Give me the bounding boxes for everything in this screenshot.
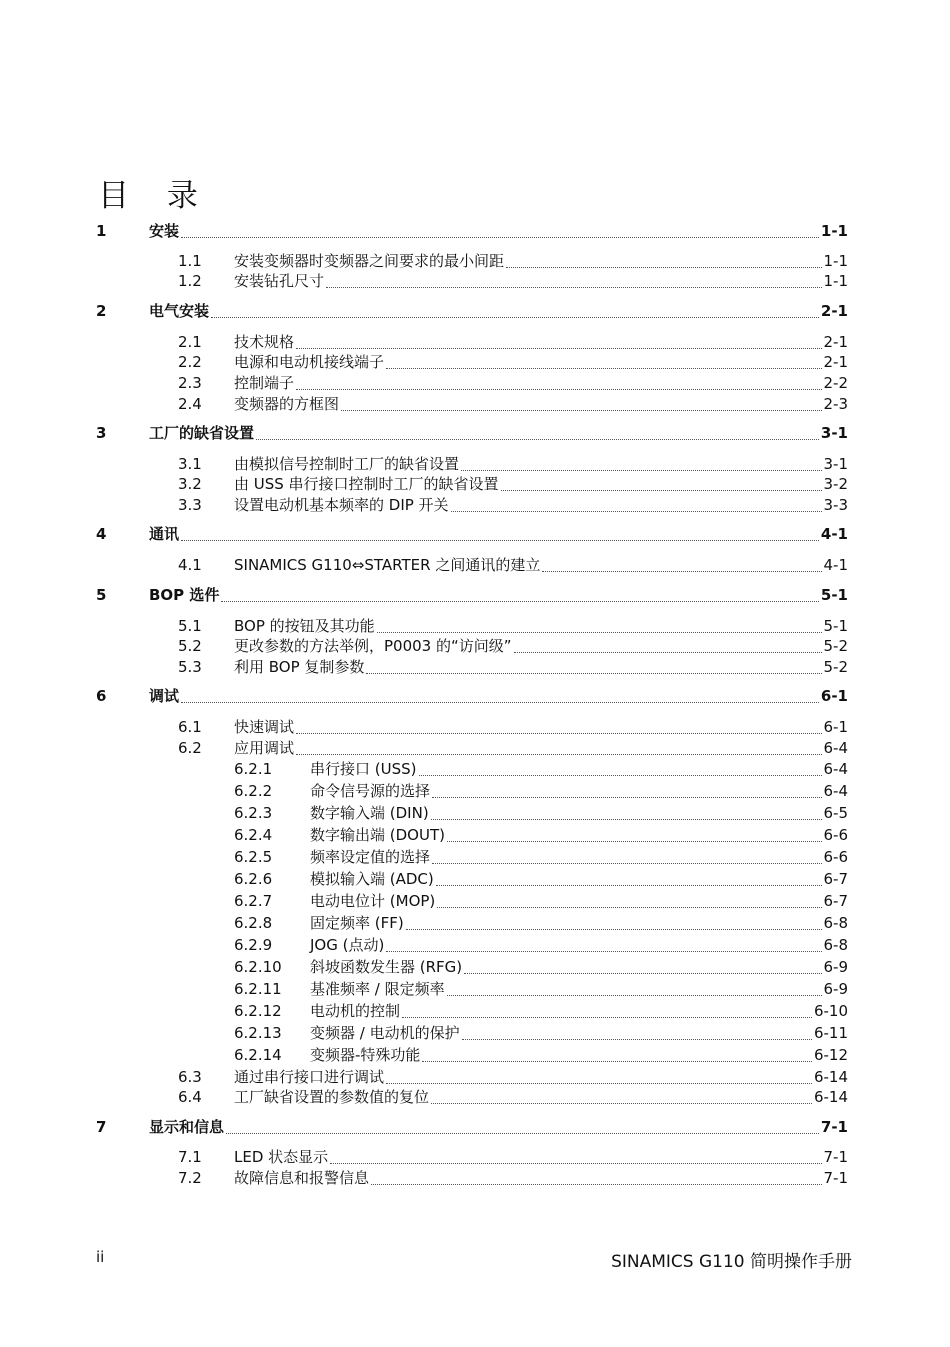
dot-leader <box>447 983 822 996</box>
toc-entry-number: 6.2.4 <box>234 826 273 844</box>
toc-entry-sub[interactable] <box>0 934 950 956</box>
dot-leader <box>211 305 819 318</box>
toc-entry-number: 6.2.10 <box>234 958 282 976</box>
toc-entry-page: 6-1 <box>820 687 848 705</box>
toc-entry-number: 6.2.6 <box>234 870 273 888</box>
toc-entry-chapter[interactable] <box>0 220 950 242</box>
toc-entry-line <box>234 473 848 495</box>
toc-entry-line <box>310 1044 848 1066</box>
dot-leader <box>462 1027 812 1040</box>
dot-leader <box>330 1151 821 1164</box>
dot-leader <box>431 1091 812 1104</box>
toc-entry-sub[interactable] <box>0 1022 950 1044</box>
toc-entry-number: 6.4 <box>178 1088 202 1106</box>
toc-entry-number: 6.2.7 <box>234 892 273 910</box>
toc-entry-line <box>149 300 848 322</box>
toc-entry-page: 5-1 <box>823 617 848 635</box>
toc-entry-line <box>234 615 848 637</box>
toc-entry-page: 3-1 <box>823 455 848 473</box>
toc-entry-line <box>234 393 848 415</box>
toc-entry-page: 2-1 <box>820 302 848 320</box>
toc-entry-title: 安装 <box>149 222 180 240</box>
toc-entry-title: 电源和电动机接线端子 <box>234 353 385 371</box>
toc-entry-sec[interactable] <box>0 331 950 353</box>
toc-entry-number: 6.2 <box>178 739 202 757</box>
toc-entry-line <box>234 1167 848 1189</box>
toc-entry-title: 变频器 / 电动机的保护 <box>310 1024 460 1042</box>
toc-entry-line <box>310 802 848 824</box>
toc-entry-line <box>234 494 848 516</box>
toc-entry-page: 6-9 <box>823 958 848 976</box>
toc-entry-sec[interactable] <box>0 656 950 678</box>
toc-entry-chapter[interactable] <box>0 1116 950 1138</box>
toc-entry-title: 数字输入端 (DIN) <box>310 804 429 822</box>
toc-entry-number: 5 <box>96 586 107 604</box>
toc-entry-sec[interactable] <box>0 270 950 292</box>
toc-entry-number: 6.3 <box>178 1068 202 1086</box>
toc-entry-line <box>234 270 848 292</box>
toc-entry-sec[interactable] <box>0 554 950 576</box>
toc-entry-title: 更改参数的方法举例，P0003 的“访问级” <box>234 637 512 655</box>
toc-entry-number: 6.2.14 <box>234 1046 282 1064</box>
toc-entry-title: 基准频率 / 限定频率 <box>310 980 445 998</box>
toc-entry-page: 2-3 <box>823 395 848 413</box>
dot-leader <box>181 225 819 238</box>
toc-entry-line <box>234 351 848 373</box>
toc-entry-page: 6-14 <box>813 1088 848 1106</box>
toc-entry-title: 串行接口 (USS) <box>310 760 417 778</box>
dot-leader <box>377 620 822 633</box>
toc-entry-page: 6-4 <box>823 782 848 800</box>
toc-entry-title: 由 USS 串行接口控制时工厂的缺省设置 <box>234 475 499 493</box>
dot-leader <box>256 427 819 440</box>
toc-entry-number: 6.2.9 <box>234 936 273 954</box>
toc-entry-title: 调试 <box>149 687 180 705</box>
dot-leader <box>431 807 822 820</box>
toc-entry-page: 6-8 <box>823 936 848 954</box>
toc-entry-page: 6-12 <box>813 1046 848 1064</box>
dot-leader <box>366 661 821 674</box>
dot-leader <box>514 640 822 653</box>
dot-leader <box>432 851 821 864</box>
toc-entry-line <box>149 584 848 606</box>
toc-entry-number: 6 <box>96 687 107 705</box>
toc-entry-title: SINAMICS G110⇔STARTER 之间通讯的建立 <box>234 556 541 574</box>
toc-entry-line <box>149 422 848 444</box>
dot-leader <box>542 559 821 572</box>
toc-entry-sub[interactable] <box>0 824 950 846</box>
dot-leader <box>461 458 821 471</box>
toc-entry-line <box>234 656 848 678</box>
toc-entry-title: 应用调试 <box>234 739 295 757</box>
toc-entry-number: 3.2 <box>178 475 202 493</box>
toc-entry-number: 6.2.5 <box>234 848 273 866</box>
toc-entry-title: LED 状态显示 <box>234 1148 329 1166</box>
toc-entry-page: 2-1 <box>823 333 848 351</box>
toc-entry-title: BOP 的按钮及其功能 <box>234 617 375 635</box>
toc-entry-sec[interactable] <box>0 393 950 415</box>
toc-entry-number: 5.3 <box>178 658 202 676</box>
toc-entry-line <box>234 331 848 353</box>
toc-entry-title: 电动机的控制 <box>310 1002 401 1020</box>
toc-entry-number: 4 <box>96 525 107 543</box>
toc-entry-page: 7-1 <box>820 1118 848 1136</box>
toc-entry-sub[interactable] <box>0 780 950 802</box>
toc-entry-number: 2.4 <box>178 395 202 413</box>
toc-entry-page: 6-6 <box>823 826 848 844</box>
toc-entry-page: 4-1 <box>823 556 848 574</box>
toc-entry-page: 2-2 <box>823 374 848 392</box>
toc-entry-page: 6-11 <box>813 1024 848 1042</box>
toc-entry-page: 6-4 <box>823 760 848 778</box>
toc-entry-line <box>310 824 848 846</box>
dot-leader <box>506 255 821 268</box>
toc-entry-page: 6-5 <box>823 804 848 822</box>
toc-entry-chapter[interactable] <box>0 422 950 444</box>
toc-entry-number: 6.2.12 <box>234 1002 282 1020</box>
toc-entry-page: 6-1 <box>823 718 848 736</box>
toc-entry-page: 1-1 <box>823 252 848 270</box>
toc-entry-sec[interactable] <box>0 1167 950 1189</box>
toc-entry-number: 7.1 <box>178 1148 202 1166</box>
toc-entry-line <box>149 523 848 545</box>
toc-entry-line <box>310 912 848 934</box>
toc-entry-title: 工厂缺省设置的参数值的复位 <box>234 1088 430 1106</box>
toc-entry-page: 5-2 <box>823 637 848 655</box>
toc-entry-number: 1.2 <box>178 272 202 290</box>
toc-entry-number: 2.2 <box>178 353 202 371</box>
toc-entry-title: 模拟输入端 (ADC) <box>310 870 434 888</box>
toc-entry-title: 变频器的方框图 <box>234 395 340 413</box>
toc-entry-title: BOP 选件 <box>149 586 220 604</box>
toc-entry-page: 5-2 <box>823 658 848 676</box>
toc-entry-page: 6-9 <box>823 980 848 998</box>
toc-entry-line <box>310 978 848 1000</box>
toc-entry-page: 2-1 <box>823 353 848 371</box>
toc-entry-page: 6-8 <box>823 914 848 932</box>
toc-entry-number: 5.1 <box>178 617 202 635</box>
toc-entry-page: 3-1 <box>820 424 848 442</box>
toc-entry-line <box>234 1086 848 1108</box>
toc-entry-line <box>310 758 848 780</box>
toc-entry-page: 6-7 <box>823 870 848 888</box>
toc-entry-line <box>310 934 848 956</box>
toc-entry-sub[interactable] <box>0 758 950 780</box>
dot-leader <box>296 377 821 390</box>
toc-entry-title: 工厂的缺省设置 <box>149 424 255 442</box>
toc-entry-page: 6-10 <box>813 1002 848 1020</box>
toc-entry-number: 3.3 <box>178 496 202 514</box>
toc-entry-line <box>234 635 848 657</box>
toc-entry-sub[interactable] <box>0 1000 950 1022</box>
toc-entry-line <box>234 716 848 738</box>
dot-leader <box>326 275 821 288</box>
toc-entry-sec[interactable] <box>0 372 950 394</box>
toc-entry-number: 4.1 <box>178 556 202 574</box>
toc-entry-line <box>234 554 848 576</box>
toc-entry-sub[interactable] <box>0 912 950 934</box>
dot-leader <box>422 1049 812 1062</box>
toc-entry-number: 2.3 <box>178 374 202 392</box>
dot-leader <box>371 1172 821 1185</box>
toc-entry-chapter[interactable] <box>0 685 950 707</box>
toc-entry-sec[interactable] <box>0 1086 950 1108</box>
toc-entry-number: 6.2.8 <box>234 914 273 932</box>
dot-leader <box>386 356 821 369</box>
toc-entry-number: 6.2.2 <box>234 782 273 800</box>
toc-entry-page: 6-4 <box>823 739 848 757</box>
toc-entry-title: 电气安装 <box>149 302 210 320</box>
toc-entry-page: 3-2 <box>823 475 848 493</box>
toc-entry-title: 通讯 <box>149 525 180 543</box>
toc-entry-sec[interactable] <box>0 615 950 637</box>
toc-entry-number: 7 <box>96 1118 107 1136</box>
toc-entry-sub[interactable] <box>0 956 950 978</box>
toc-entry-page: 5-1 <box>820 586 848 604</box>
toc-entry-chapter[interactable] <box>0 584 950 606</box>
dot-leader <box>341 398 821 411</box>
toc-entry-title: 安装变频器时变频器之间要求的最小间距 <box>234 252 505 270</box>
toc-entry-line <box>310 956 848 978</box>
toc-entry-line <box>310 868 848 890</box>
toc-entry-title: 固定频率 (FF) <box>310 914 404 932</box>
footer-page-number: ii <box>96 1248 105 1266</box>
toc-entry-sub[interactable] <box>0 1044 950 1066</box>
toc-entry-number: 6.2.11 <box>234 980 282 998</box>
dot-leader <box>432 785 821 798</box>
toc-entry-line <box>234 1066 848 1088</box>
toc-entry-line <box>310 890 848 912</box>
toc-entry-page: 7-1 <box>823 1169 848 1187</box>
toc-entry-page: 4-1 <box>820 525 848 543</box>
dot-leader <box>296 742 821 755</box>
toc-entry-title: 利用 BOP 复制参数 <box>234 658 365 676</box>
dot-leader <box>451 499 822 512</box>
toc-entry-line <box>310 846 848 868</box>
toc-entry-sub[interactable] <box>0 846 950 868</box>
dot-leader <box>296 721 821 734</box>
toc-entry-sec[interactable] <box>0 737 950 759</box>
toc-entry-page: 7-1 <box>823 1148 848 1166</box>
toc-entry-sub[interactable] <box>0 890 950 912</box>
toc-entry-line <box>149 220 848 242</box>
toc-entry-number: 3.1 <box>178 455 202 473</box>
dot-leader <box>386 1071 812 1084</box>
toc-entry-title: JOG (点动) <box>310 936 385 954</box>
toc-entry-sub[interactable] <box>0 868 950 890</box>
toc-entry-sub[interactable] <box>0 978 950 1000</box>
dot-leader <box>436 873 822 886</box>
toc-entry-number: 6.1 <box>178 718 202 736</box>
toc-entry-sec[interactable] <box>0 716 950 738</box>
toc-entry-page: 6-7 <box>823 892 848 910</box>
toc-entry-title: 技术规格 <box>234 333 295 351</box>
toc-entry-sec[interactable] <box>0 1066 950 1088</box>
toc-entry-title: 斜坡函数发生器 (RFG) <box>310 958 463 976</box>
toc-entry-chapter[interactable] <box>0 523 950 545</box>
toc-entry-page: 6-6 <box>823 848 848 866</box>
toc-entry-chapter[interactable] <box>0 300 950 322</box>
toc-entry-line <box>149 1116 848 1138</box>
toc-entry-number: 6.2.1 <box>234 760 273 778</box>
dot-leader <box>464 961 821 974</box>
toc-entry-title: 频率设定值的选择 <box>310 848 431 866</box>
toc-entry-number: 5.2 <box>178 637 202 655</box>
toc-entry-line <box>234 250 848 272</box>
toc-entry-sub[interactable] <box>0 802 950 824</box>
toc-entry-sec[interactable] <box>0 473 950 495</box>
toc-entry-title: 通过串行接口进行调试 <box>234 1068 385 1086</box>
toc-entry-title: 命令信号源的选择 <box>310 782 431 800</box>
toc-entry-title: 故障信息和报警信息 <box>234 1169 370 1187</box>
toc-entry-number: 1 <box>96 222 107 240</box>
toc-entry-page: 1-1 <box>823 272 848 290</box>
toc-entry-title: 显示和信息 <box>149 1118 225 1136</box>
dot-leader <box>419 763 822 776</box>
toc-entry-sec[interactable] <box>0 1146 950 1168</box>
dot-leader <box>386 939 821 952</box>
toc-entry-sec[interactable] <box>0 453 950 475</box>
toc-entry-line <box>234 1146 848 1168</box>
toc-entry-page: 3-3 <box>823 496 848 514</box>
dot-leader <box>296 336 821 349</box>
footer-document-title: SINAMICS G110 简明操作手册 <box>611 1252 852 1272</box>
toc-entry-line <box>310 1000 848 1022</box>
dot-leader <box>437 895 821 908</box>
dot-leader <box>181 528 819 541</box>
toc-entry-sec[interactable] <box>0 635 950 657</box>
toc-entry-sec[interactable] <box>0 351 950 373</box>
toc-entry-title: 控制端子 <box>234 374 295 392</box>
toc-entry-number: 2 <box>96 302 107 320</box>
toc-entry-title: 安装钻孔尺寸 <box>234 272 325 290</box>
toc-entry-line <box>234 372 848 394</box>
toc-entry-number: 1.1 <box>178 252 202 270</box>
toc-entry-page: 6-14 <box>813 1068 848 1086</box>
toc-entry-number: 6.2.3 <box>234 804 273 822</box>
page-title: 目 录 <box>98 178 212 214</box>
toc-entry-line <box>310 780 848 802</box>
dot-leader <box>221 589 818 602</box>
toc-entry-title: 由模拟信号控制时工厂的缺省设置 <box>234 455 460 473</box>
dot-leader <box>501 478 822 491</box>
toc-entry-number: 3 <box>96 424 107 442</box>
toc-entry-title: 数字输出端 (DOUT) <box>310 826 445 844</box>
toc-entry-line <box>310 1022 848 1044</box>
dot-leader <box>447 829 822 842</box>
toc-entry-number: 7.2 <box>178 1169 202 1187</box>
dot-leader <box>181 690 819 703</box>
dot-leader <box>226 1121 819 1134</box>
toc-entry-line <box>234 453 848 475</box>
toc-entry-title: 变频器-特殊功能 <box>310 1046 421 1064</box>
dot-leader <box>406 917 822 930</box>
toc-entry-title: 设置电动机基本频率的 DIP 开关 <box>234 496 449 514</box>
dot-leader <box>402 1005 812 1018</box>
toc-entry-sec[interactable] <box>0 250 950 272</box>
toc-entry-page: 1-1 <box>820 222 848 240</box>
toc-entry-sec[interactable] <box>0 494 950 516</box>
toc-entry-line <box>149 685 848 707</box>
toc-entry-line <box>234 737 848 759</box>
toc-entry-number: 6.2.13 <box>234 1024 282 1042</box>
toc-entry-title: 电动电位计 (MOP) <box>310 892 436 910</box>
toc-entry-number: 2.1 <box>178 333 202 351</box>
toc-entry-title: 快速调试 <box>234 718 295 736</box>
